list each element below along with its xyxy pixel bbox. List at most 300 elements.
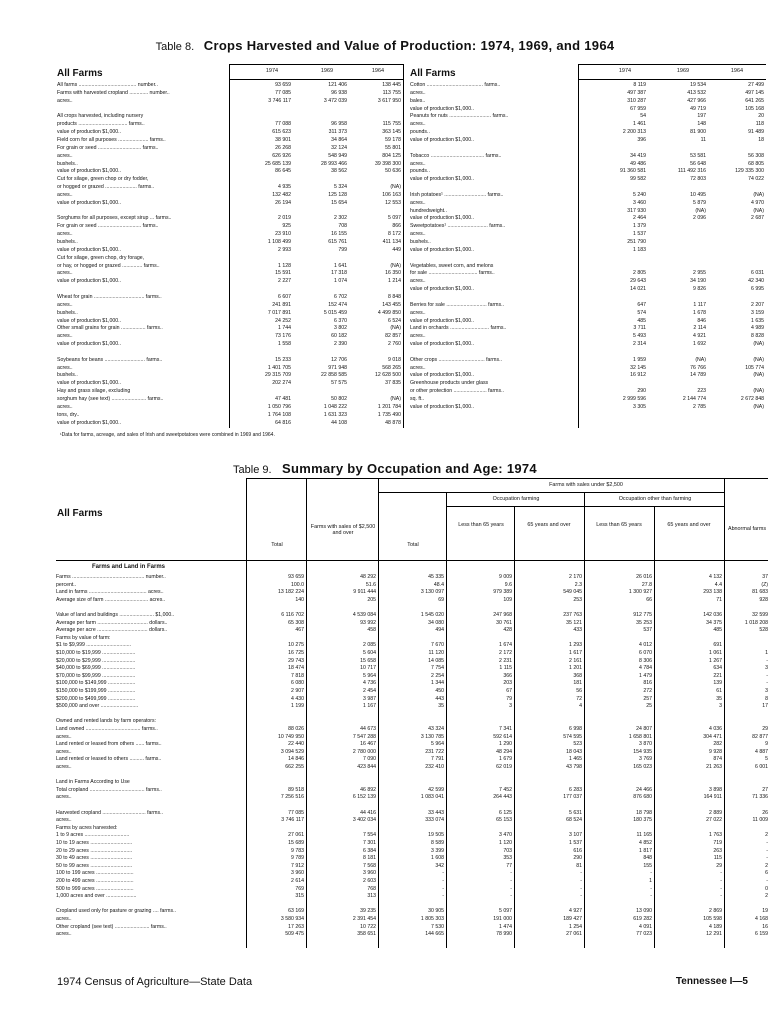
cell-value: 3 746 117: [281, 817, 304, 824]
cell-value: 33 443: [428, 809, 444, 816]
row-label: 1,000 acres and over .....................: [56, 893, 137, 900]
cell-value: 29 743: [288, 657, 304, 664]
cell-value: -: [580, 893, 582, 900]
cell-value: 804 125: [382, 152, 401, 159]
cell-value: 1 764 108: [267, 411, 291, 418]
cell-value: 708: [338, 223, 347, 230]
cell-value: 1 805 303: [420, 916, 444, 922]
cell-value: 6 152 139: [352, 794, 376, 801]
row-label: $70,000 to $99,999 .......................: [56, 672, 136, 679]
rule: [378, 492, 724, 493]
cell-value: 10 722: [360, 923, 376, 930]
cell-value: 6 995: [751, 286, 764, 293]
row-label: $1 to $9,999 ...............................: [56, 642, 131, 649]
cell-value: 1 083 041: [420, 794, 444, 801]
cell-value: 768: [367, 885, 376, 892]
cell-value: -: [580, 870, 582, 877]
cell-value: 46 892: [360, 786, 376, 793]
header-total: Total: [271, 542, 283, 548]
row-label: acres..: [410, 121, 426, 128]
cell-value: 3 870: [639, 741, 652, 748]
cell-value: 912 775: [633, 612, 652, 618]
cell-value: 43 324: [428, 726, 444, 732]
cell-value: 6 001: [755, 764, 768, 770]
row-label: Average per acre ................................... dollars..: [56, 627, 168, 634]
cell-value: 144 665: [425, 931, 444, 938]
cell-value: 816: [643, 680, 652, 687]
cell-value: -: [650, 870, 652, 877]
cell-value: 7 530: [431, 923, 444, 930]
cell-value: 2 096: [693, 215, 706, 222]
table8-title: [0, 38, 770, 53]
cell-value: 497 387: [627, 89, 646, 96]
row-label: acres..: [410, 231, 426, 238]
divider: [578, 64, 579, 428]
cell-value: 43 798: [566, 764, 582, 770]
cell-value: 6 370: [334, 317, 347, 324]
cell-value: 18 474: [288, 665, 304, 672]
cell-value: 8 172: [388, 231, 401, 238]
cell-value: 2 254: [431, 672, 444, 679]
cell-value: -: [510, 870, 512, 877]
cell-value: 3 898: [709, 786, 722, 793]
cell-value: 467: [295, 627, 304, 634]
cell-value: 89 518: [288, 786, 304, 793]
row-label: acres..: [57, 231, 73, 238]
cell-value: 7 090: [363, 756, 376, 763]
cell-value: 6 998: [569, 726, 582, 732]
row-label: or hogged or grazed ...................... farms..: [57, 184, 155, 191]
cell-value: 6: [765, 870, 768, 877]
cell-value: 3 130 785: [420, 733, 444, 740]
cell-value: 358 651: [357, 931, 376, 938]
cell-value: 64 816: [275, 419, 291, 426]
cell-value: 82 877: [752, 733, 768, 740]
cell-value: 4: [579, 703, 582, 710]
divider: [654, 506, 655, 948]
cell-value: 106 163: [382, 191, 401, 198]
table8-title-text: Crops Harvested and Value of Production: 1974, 1969, and 1964: [203, 38, 615, 53]
cell-value: 1 344: [431, 680, 444, 687]
cell-value: 523: [573, 741, 582, 748]
table8-number: Table 8.: [155, 41, 195, 53]
cell-value: 12 291: [706, 931, 722, 938]
cell-value: 37 835: [385, 380, 401, 387]
row-label: value of production $1,000..: [57, 278, 122, 285]
cell-value: 1 479: [639, 672, 652, 679]
cell-value: -: [580, 878, 582, 884]
cell-value: 3 399: [431, 847, 444, 854]
cell-value: 1 679: [499, 756, 512, 763]
cell-value: 27.8: [641, 581, 652, 588]
row-label: Hay and grass silage, excluding: [57, 388, 131, 395]
row-label: acres..: [56, 764, 72, 770]
cell-value: 4 887: [755, 748, 768, 755]
cell-value: 140: [295, 596, 304, 603]
cell-value: 15 654: [331, 199, 347, 206]
cell-value: 615 761: [328, 239, 347, 245]
cell-value: 1 817: [639, 847, 652, 854]
cell-value: 77: [506, 862, 512, 869]
cell-value: 3: [509, 703, 512, 710]
cell-value: 1 048 222: [323, 403, 347, 410]
cell-value: 16 467: [360, 741, 376, 748]
cell-value: 78 990: [496, 931, 512, 938]
cell-value: 3: [719, 703, 722, 710]
cell-value: 548 949: [328, 152, 347, 159]
table8-section-left: All Farms: [57, 68, 103, 79]
header-sales-under: Farms with sales under $2,500: [549, 482, 623, 488]
row-label: acres..: [410, 199, 426, 206]
row-label: Berries for sale ............................ farms..: [410, 301, 504, 308]
year-1969-header: 1969: [676, 68, 690, 74]
table8-right-block: [410, 64, 766, 428]
row-label: Other small grains for grain ................. farms..: [57, 325, 163, 332]
cell-value: 7 912: [291, 862, 304, 869]
cell-value: 56: [576, 688, 582, 694]
cell-value: -: [766, 680, 768, 687]
row-label: Greenhouse products under glass: [410, 380, 489, 387]
row-label: Wheat for grain ................................... farms..: [57, 293, 162, 300]
row-label: All crops harvested, including nursery: [57, 113, 144, 120]
row-label: Land in farms ........................................ acres..: [56, 589, 164, 596]
cell-value: -: [442, 870, 444, 877]
row-label: bushels..: [410, 239, 431, 245]
cell-value: 4.4: [714, 581, 722, 588]
cell-value: (Z): [761, 581, 768, 588]
row-label: acres..: [56, 794, 72, 801]
cell-value: 4 189: [709, 923, 722, 930]
cell-value: (NA): [695, 356, 706, 363]
row-label: pounds..: [410, 168, 430, 175]
cell-value: 237 763: [563, 612, 582, 618]
cell-value: 290: [637, 388, 646, 395]
cell-value: 3 094 529: [280, 748, 304, 755]
cell-value: 142 036: [703, 612, 722, 618]
row-label: value of production $1,000..: [57, 341, 122, 348]
cell-value: 282: [713, 741, 722, 748]
cell-value: 509 475: [285, 931, 304, 938]
cell-value: 3 472 039: [323, 97, 347, 104]
year-1969-header: 1969: [320, 68, 334, 74]
footer-census-title: 1974 Census of Agriculture—State Data: [57, 976, 253, 988]
cell-value: 35: [716, 695, 722, 702]
cell-value: 34 419: [630, 152, 646, 159]
cell-value: 251 790: [627, 239, 646, 245]
cell-value: 1 641: [334, 262, 347, 269]
cell-value: 111 492 316: [677, 168, 706, 175]
cell-value: 2 889: [709, 809, 722, 816]
cell-value: 138 445: [382, 82, 401, 88]
cell-value: -: [510, 893, 512, 900]
cell-value: 3 617 950: [377, 97, 401, 104]
cell-value: 9 783: [291, 847, 304, 854]
cell-value: 574: [637, 309, 646, 316]
cell-value: 2 785: [693, 403, 706, 410]
cell-value: 876 680: [633, 794, 652, 801]
cell-value: 4 736: [363, 680, 376, 687]
cell-value: 647: [637, 301, 646, 308]
cell-value: 1 379: [633, 223, 646, 230]
row-label: For grain or seed .............................. farms..: [57, 223, 159, 230]
table8-footnote: ¹Data for farms, acreage, and sales of Irish and sweetpotatoes were combined in 1969 and 1964.: [60, 432, 275, 438]
row-label: $150,000 to $199,999 ...................: [56, 688, 136, 694]
table9-title: [0, 460, 770, 478]
cell-value: 10 495: [690, 191, 706, 198]
cell-value: 49 486: [630, 160, 646, 167]
cell-value: 253: [573, 596, 582, 603]
cell-value: 42 340: [748, 278, 764, 285]
cell-value: 30 905: [428, 908, 444, 915]
cell-value: 7 791: [431, 756, 444, 763]
cell-value: 4 784: [639, 665, 652, 672]
year-1964-header: 1964: [730, 68, 744, 74]
cell-value: (NA): [753, 191, 764, 198]
cell-value: 8: [765, 695, 768, 702]
cell-value: 1 117: [693, 301, 706, 308]
cell-value: 2 454: [363, 688, 376, 694]
cell-value: 485: [713, 627, 722, 634]
cell-value: 4 970: [751, 199, 764, 206]
cell-value: -: [650, 893, 652, 900]
cell-value: 152 474: [328, 301, 347, 308]
cell-value: 18 043: [566, 748, 582, 755]
cell-value: 1 763: [709, 832, 722, 839]
cell-value: 59 178: [385, 136, 401, 143]
cell-value: 2 955: [693, 270, 706, 277]
cell-value: 164 911: [703, 794, 722, 801]
cell-value: -: [720, 885, 722, 892]
cell-value: 60 182: [331, 333, 347, 340]
divider: [229, 64, 230, 428]
cell-value: 592 614: [493, 733, 512, 740]
cell-value: 2 993: [278, 246, 291, 253]
cell-value: 105 774: [745, 364, 764, 371]
table9-title-text: Summary by Occupation and Age: 1974: [282, 461, 537, 476]
cell-value: 69: [438, 596, 444, 603]
cell-value: 353: [503, 855, 512, 862]
cell-value: 55 801: [385, 144, 401, 151]
cell-value: 703: [503, 847, 512, 854]
cell-value: 9 928: [709, 748, 722, 755]
row-label: Farms by acres harvested:: [56, 824, 118, 831]
row-label: Sorghums for all purposes, except sirup ... farms..: [57, 215, 172, 222]
row-label: $200,000 to $499,999 ...................: [56, 695, 136, 702]
cell-value: 63 169: [288, 908, 304, 915]
cell-value: 2 603: [363, 878, 376, 884]
cell-value: 37: [762, 574, 768, 580]
row-label: or other protection ....................... farms..: [410, 388, 504, 395]
cell-value: 66: [646, 596, 652, 603]
cell-value: (NA): [390, 325, 401, 332]
cell-value: 1 537: [633, 231, 646, 238]
cell-value: 76 766: [690, 364, 706, 371]
row-label: value of production $1,000..: [410, 215, 475, 222]
cell-value: 29 315 709: [265, 372, 291, 379]
cell-value: 6 159: [755, 931, 768, 938]
cell-value: 68 805: [748, 160, 764, 167]
cell-value: 1 214: [388, 278, 401, 285]
cell-value: 1 183: [633, 246, 646, 253]
cell-value: 44 108: [331, 419, 347, 426]
cell-value: 53 581: [690, 152, 706, 159]
cell-value: 10 717: [360, 665, 376, 672]
row-label: hundredweight..: [410, 207, 447, 214]
row-label: For grain or seed .............................. farms..: [57, 144, 159, 151]
cell-value: (NA): [695, 207, 706, 214]
cell-value: 177 037: [563, 794, 582, 801]
cell-value: 1 537: [569, 840, 582, 846]
cell-value: 7 547 288: [352, 733, 376, 740]
cell-value: 241 891: [272, 301, 291, 308]
cell-value: 537: [643, 627, 652, 634]
cell-value: 8 589: [431, 840, 444, 846]
cell-value: 71 336: [752, 794, 768, 801]
cell-value: 574 595: [563, 733, 582, 740]
cell-value: 56 308: [748, 152, 764, 159]
cell-value: -: [442, 893, 444, 900]
cell-value: 1 461: [633, 121, 646, 128]
cell-value: 72 803: [690, 176, 706, 183]
cell-value: 22 440: [288, 741, 304, 748]
cell-value: 1 061: [709, 650, 722, 656]
cell-value: (NA): [753, 372, 764, 379]
cell-value: 317 930: [627, 207, 646, 214]
cell-value: 7 754: [431, 665, 444, 672]
cell-value: 2.3: [574, 581, 582, 588]
cell-value: 9 826: [693, 286, 706, 293]
cell-value: (NA): [390, 262, 401, 269]
row-label: Sweetpotatoes¹ ............................ farms..: [410, 223, 506, 230]
cell-value: 48 292: [360, 574, 376, 580]
row-label: acres..: [57, 301, 73, 308]
cell-value: 121 406: [328, 82, 347, 88]
cell-value: 458: [367, 627, 376, 634]
cell-value: 4 430: [291, 695, 304, 702]
row-label: acres..: [57, 152, 73, 159]
row-label: acres..: [410, 89, 426, 96]
cell-value: 62 019: [496, 764, 512, 770]
cell-value: 2 227: [278, 278, 291, 285]
cell-value: 866: [392, 223, 401, 230]
cell-value: 3 107: [569, 832, 582, 839]
cell-value: 93 992: [360, 619, 376, 626]
cell-value: 2 114: [693, 325, 706, 332]
row-label: $100,000 to $149,999 ...................: [56, 680, 136, 687]
year-1964-header: 1964: [371, 68, 385, 74]
row-label: products .................................. farms..: [57, 121, 145, 128]
cell-value: (NA): [753, 403, 764, 410]
cell-value: 290: [573, 855, 582, 862]
cell-value: -: [442, 885, 444, 892]
cell-value: 2 805: [633, 270, 646, 277]
cell-value: 109: [503, 596, 512, 603]
row-label: Land owned ...................................... farms..: [56, 726, 158, 732]
cell-value: 2 672 848: [740, 396, 764, 402]
cell-value: 6 702: [334, 293, 347, 300]
cell-value: 1 115: [499, 665, 512, 672]
row-label: acres..: [410, 278, 426, 285]
cell-value: 67 959: [630, 105, 646, 112]
cell-value: 1 635: [751, 317, 764, 324]
cell-value: 846: [697, 317, 706, 324]
cell-value: 44 673: [360, 726, 376, 732]
row-label: Average per farm ................................... dollars..: [56, 619, 168, 626]
cell-value: 925: [282, 223, 291, 230]
cell-value: 6 125: [499, 809, 512, 816]
cell-value: 16 155: [331, 231, 347, 238]
cell-value: 100.0: [291, 581, 304, 588]
row-label: acres..: [57, 270, 73, 277]
row-label: Cropland used only for pasture or grazing .... farms..: [56, 908, 176, 915]
cell-value: 5 964: [363, 672, 376, 679]
cell-value: 19 534: [690, 82, 706, 88]
cell-value: 12 706: [331, 356, 347, 363]
row-label: value of production $1,000..: [57, 129, 122, 136]
cell-value: 2 144 774: [682, 396, 706, 402]
cell-value: 71: [716, 596, 722, 603]
cell-value: -: [510, 878, 512, 884]
cell-value: 115 755: [382, 121, 401, 128]
cell-value: 34 190: [690, 278, 706, 285]
cell-value: 96 958: [331, 121, 347, 128]
cell-value: 1 290: [499, 741, 512, 748]
cell-value: 3 711: [633, 325, 646, 332]
cell-value: -: [766, 672, 768, 679]
header-lt65-farming: Less than 65 years: [458, 522, 504, 528]
row-label: acres..: [57, 333, 73, 340]
cell-value: 3 802: [334, 325, 347, 332]
row-label: or hay, or hogged or grazed .............. farms..: [57, 262, 160, 269]
header-occ-farming: Occupation farming: [492, 496, 540, 502]
cell-value: 719: [713, 840, 722, 846]
row-label: Land in Farms According to Use: [56, 779, 130, 786]
cell-value: 433: [573, 627, 582, 634]
cell-value: 26 016: [636, 574, 652, 580]
cell-value: 8 119: [633, 82, 646, 88]
cell-value: -: [720, 878, 722, 884]
cell-value: -: [766, 847, 768, 854]
cell-value: 181: [573, 680, 582, 687]
cell-value: 874: [713, 756, 722, 763]
cell-value: 3: [765, 688, 768, 694]
cell-value: 12 628 500: [375, 372, 401, 379]
cell-value: 3 746 117: [268, 97, 291, 104]
row-label: Cotton ....................................... farms..: [410, 82, 501, 88]
row-label: sorghum hay (see text) ........................ farms..: [57, 396, 164, 402]
row-label: Vegetables, sweet corn, and melons: [410, 262, 494, 269]
cell-value: 16 912: [630, 372, 646, 379]
cell-value: 4 935: [278, 184, 291, 191]
row-label: value of production $1,000..: [410, 105, 475, 112]
row-label: acres..: [410, 160, 426, 167]
cell-value: 7 017 891: [267, 309, 291, 316]
row-label: Farms with harvested cropland ............. number..: [57, 89, 170, 96]
row-label: Farms .................................................. number..: [56, 574, 166, 580]
cell-value: 81 683: [752, 589, 768, 596]
cell-value: 2 200 313: [622, 129, 646, 136]
row-label: Total cropland ...................................... farms..: [56, 786, 162, 793]
cell-value: 24 252: [275, 317, 291, 324]
cell-value: 313: [367, 893, 376, 900]
cell-value: 44 416: [360, 809, 376, 816]
cell-value: 1 167: [363, 703, 376, 710]
cell-value: 15 233: [275, 356, 291, 363]
cell-value: 24 807: [636, 726, 652, 732]
cell-value: 88 026: [288, 726, 304, 732]
cell-value: 67: [506, 688, 512, 694]
cell-value: 366: [503, 672, 512, 679]
